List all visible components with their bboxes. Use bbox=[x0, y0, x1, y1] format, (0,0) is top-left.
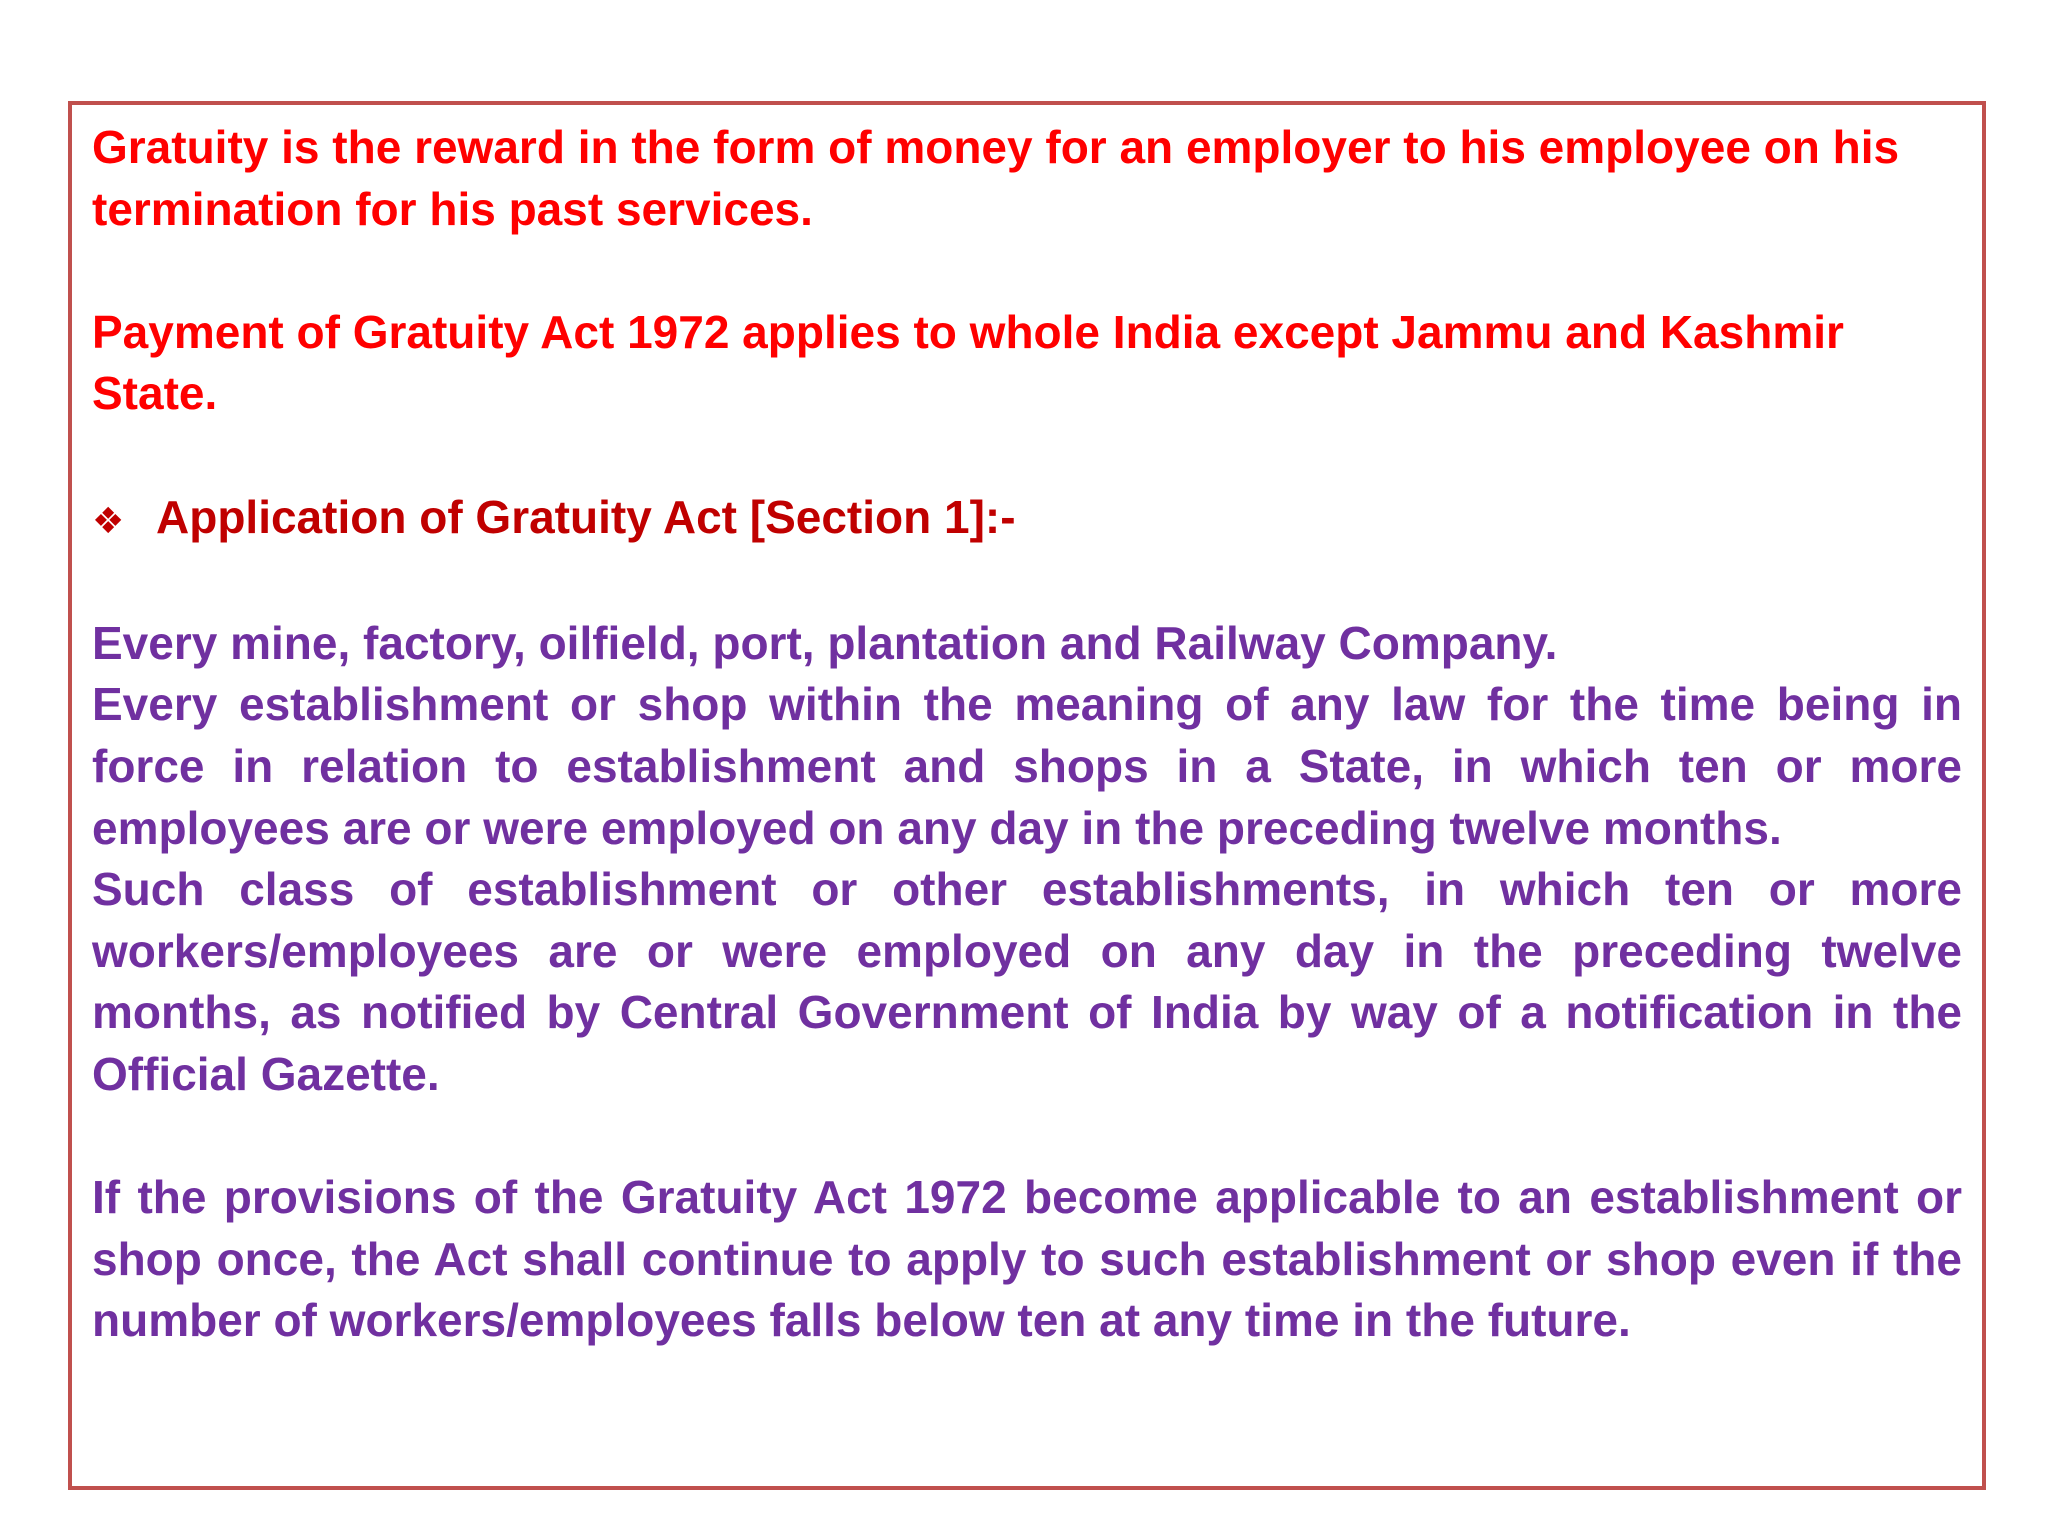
diamond-bullet-icon: ❖ bbox=[92, 499, 125, 541]
section-heading-text: Application of Gratuity Act [Section 1]:- bbox=[156, 490, 1016, 543]
slide-frame bbox=[68, 101, 1986, 1490]
application-point-3: Such class of establishment or other establishments, in which ten or more workers/employees are or were employed on any day in the preceding twelve months, as notified by Central Government of India by way of a notification in the Official Gazette. bbox=[92, 863, 1962, 1100]
application-point-1: Every mine, factory, oilfield, port, plantation and Railway Company. bbox=[92, 616, 1558, 669]
continuity-clause: If the provisions of the Gratuity Act 1972 become applicable to an establishment or shop once, the Act shall continue to apply to such establishment or shop even if the number of workers/employees falls below ten at any time in the future. bbox=[92, 1171, 1962, 1347]
gratuity-definition: Gratuity is the reward in the form of money for an employer to his employee on his termination for his past services. bbox=[92, 121, 1900, 235]
section-heading bbox=[92, 487, 1962, 552]
act-applicability: Payment of Gratuity Act 1972 applies to whole India except Jammu and Kashmir State. bbox=[92, 305, 1844, 420]
application-point-2: Every establishment or shop within the meaning of any law for the time being in force in relation to establishment and shops in a State, in which ten or more employees are or were employed on any day in the preceding twelve months. bbox=[92, 678, 1962, 854]
